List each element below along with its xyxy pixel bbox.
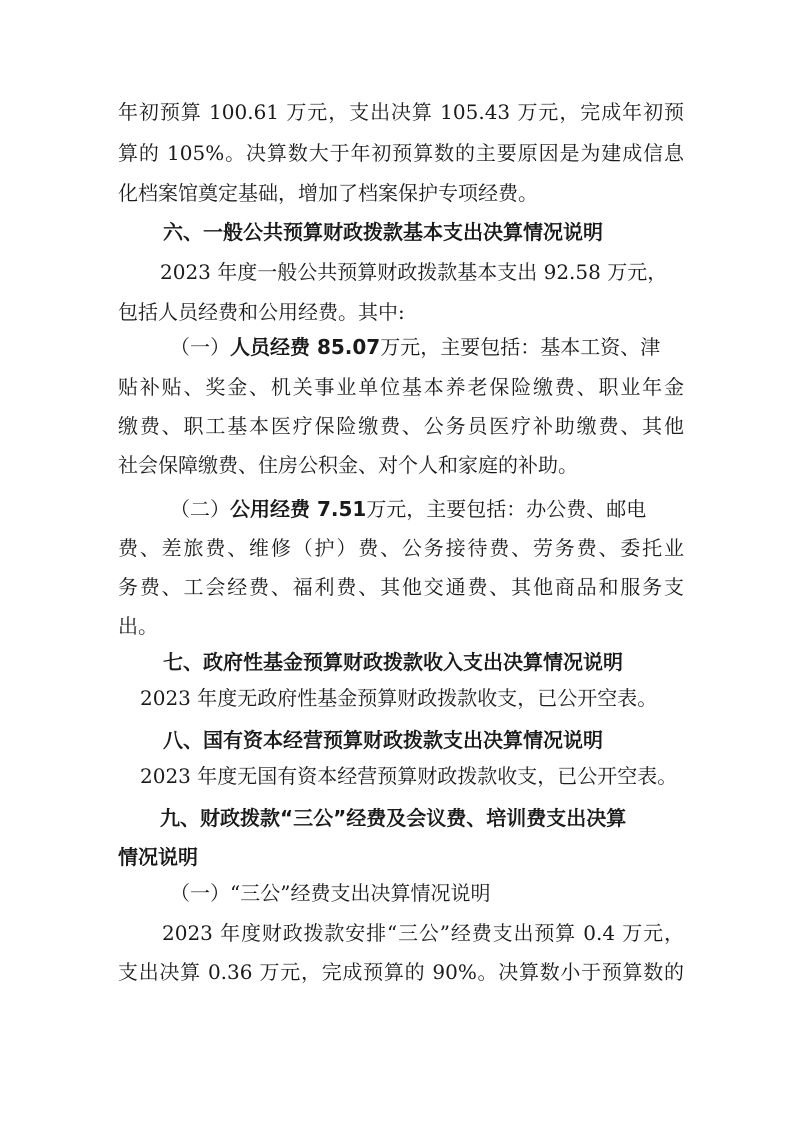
- body-line: 包括人员经费和公用经费。其中:: [118, 300, 405, 324]
- body-line: 年初预算 100.61 万元，支出决算 105.43 万元，完成年初预: [118, 100, 684, 124]
- subsection-line: [170, 333, 684, 361]
- subsection-emphasis: 公用经费 7.51: [230, 497, 367, 521]
- subsection-text: 万元，主要包括：基本工资、津: [380, 335, 661, 359]
- section-heading: 六、一般公共预算财政拨款基本支出决算情况说明: [163, 220, 603, 244]
- section-heading: 七、政府性基金预算财政拨款收入支出决算情况说明: [163, 650, 623, 674]
- body-line: 化档案馆奠定基础，增加了档案保护专项经费。: [118, 181, 538, 205]
- body-line: 支出决算 0.36 万元，完成预算的 90%。决算数小于预算数的: [118, 960, 684, 984]
- body-line: 算的 105%。决算数大于年初预算数的主要原因是为建成信息: [118, 141, 684, 165]
- body-line: 贴补贴、奖金、机关事业单位基本养老保险缴费、职业年金: [118, 375, 684, 399]
- subsection-number: （二）: [170, 497, 230, 521]
- section-heading: 八、国有资本经营预算财政拨款支出决算情况说明: [163, 728, 603, 752]
- body-line: 缴费、职工基本医疗保险缴费、公务员医疗补助缴费、其他: [118, 414, 684, 438]
- body-line: 2023 年度无国有资本经营预算财政拨款收支，已公开空表。: [140, 764, 678, 788]
- subsection-line: [170, 495, 684, 523]
- subsection-heading: （一）“三公”经费支出决算情况说明: [170, 881, 491, 905]
- body-line: 社会保障缴费、住房公积金、对个人和家庭的补助。: [118, 453, 578, 477]
- body-line: 务费、工会经费、福利费、其他交通费、其他商品和服务支: [118, 575, 684, 599]
- subsection-emphasis: 人员经费 85.07: [230, 335, 381, 359]
- body-line: 2023 年度无政府性基金预算财政拨款收支，已公开空表。: [140, 686, 658, 710]
- body-line: 出。: [118, 614, 158, 638]
- subsection-number: （一）: [170, 335, 230, 359]
- body-line: 费、差旅费、维修（护）费、公务接待费、劳务费、委托业: [118, 536, 684, 560]
- body-line: 2023 年度一般公共预算财政拨款基本支出 92.58 万元，: [160, 260, 668, 284]
- section-heading: 九、财政拨款“三公”经费及会议费、培训费支出决算: [160, 806, 627, 830]
- subsection-text: 万元，主要包括：办公费、邮电: [366, 497, 647, 521]
- section-heading: 情况说明: [118, 845, 198, 869]
- body-line: 2023 年度财政拨款安排“三公”经费支出预算 0.4 万元，: [162, 921, 684, 945]
